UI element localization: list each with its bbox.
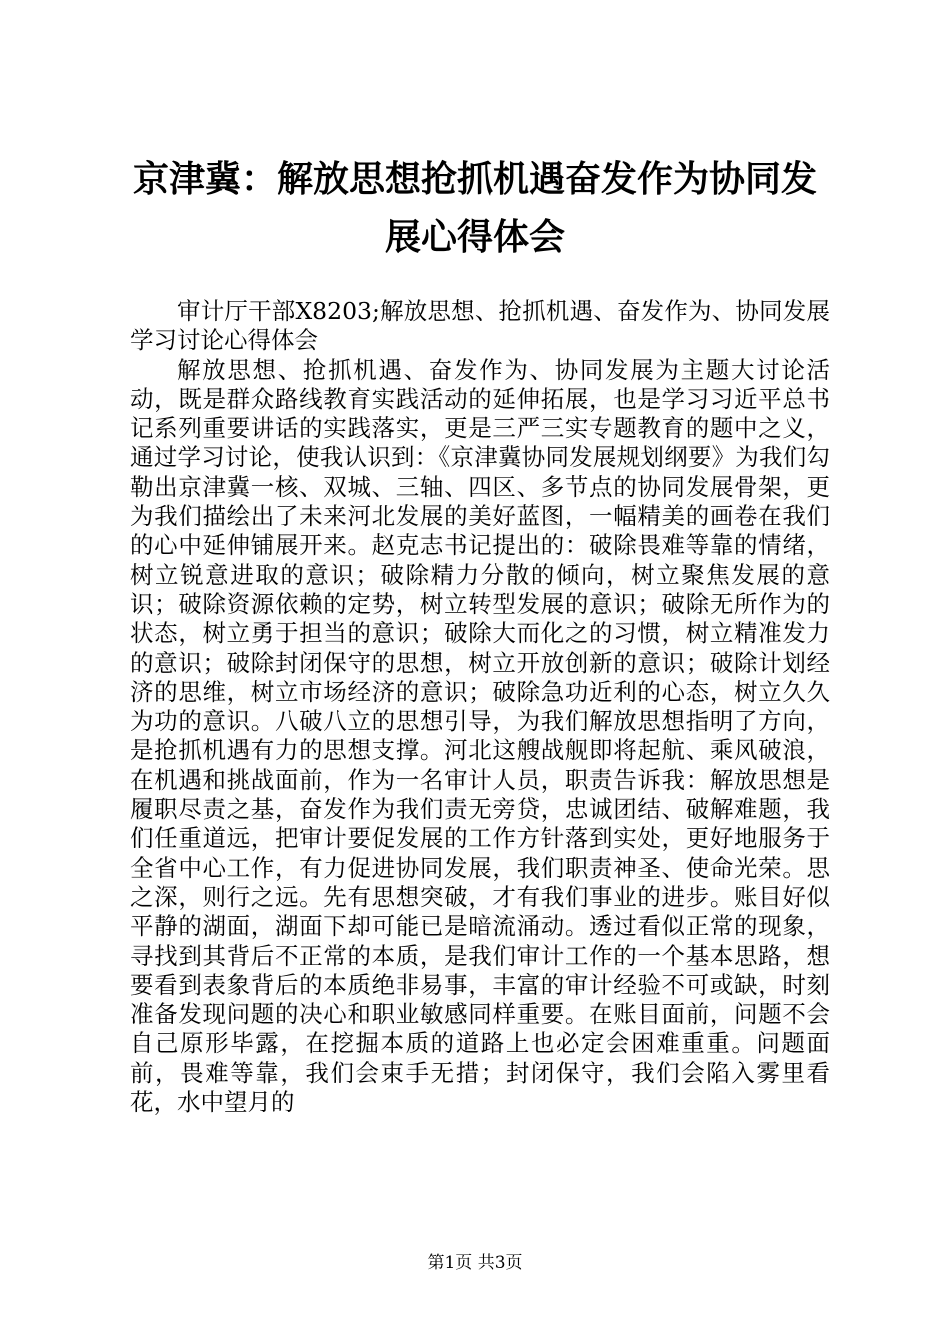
paragraph-main: 解放思想、抢抓机遇、奋发作为、协同发展为主题大讨论活动，既是群众路线教育实践活动的延伸拓展，也是学习习近平总书记系列重要讲话的实践落实，更是三严三实专题教育的题中之义，通过学习讨论，使我认识到：《京津冀协同发展规划纲要》为我们勾勒出京津冀一核、双城、三轴、四区、多节点的协同发展骨架，更为我们描绘出了未来河北发展的美好蓝图，一幅精美的画卷在我们的心中延伸铺展开来。赵克志书记提出的：破除畏难等靠的情绪，树立锐意进取的意识；破除精力分散的倾向，树立聚焦发展的意识；破除资源依赖的定势，树立转型发展的意识；破除无所作为的状态，树立勇于担当的意识；破除大而化之的习惯，树立精准发力的意识；破除封闭保守的思想，树立开放创新的意识；破除计划经济的思维，树立市场经济的意识；破除急功近利的心态，树立久久为功的意识。八破八立的思想引导，为我们解放思想指明了方向，是抢抓机遇有力的思想支撑。河北这艘战舰即将起航、乘风破浪，在机遇和挑战面前，作为一名审计人员，职责告诉我：解放思想是履职尽责之基，奋发作为我们责无旁贷，忠诚团结、破解难题，我们任重道远，把审计要促发展的工作方针落到实处，更好地服务于全省中心工作，有力促进协同发展，我们职责神圣、使命光荣。思之深，则行之远。先有思想突破，才有我们事业的进步。账目好似平静的湖面，湖面下却可能已是暗流涌动。透过看似正常的现象，寻找到其背后不正常的本质，是我们审计工作的一个基本思路，想要看到表象背后的本质绝非易事，丰富的审计经验不可或缺，时刻准备发现问题的决心和职业敏感同样重要。在账目面前，问题不会自己原形毕露，在挖掘本质的道路上也必定会困难重重。问题面前，畏难等靠，我们会束手无措；封闭保守，我们会陷入雾里看花，水中望月的 <box>130 355 830 1117</box>
document-body <box>130 297 830 1117</box>
paragraph-subtitle: 审计厅干部X8203;解放思想、抢抓机遇、奋发作为、协同发展学习讨论心得体会 <box>130 297 830 355</box>
page-number-footer: 第1页 共3页 <box>427 1253 523 1273</box>
document-title: 京津冀：解放思想抢抓机遇奋发作为协同发展心得体会 <box>132 158 817 258</box>
